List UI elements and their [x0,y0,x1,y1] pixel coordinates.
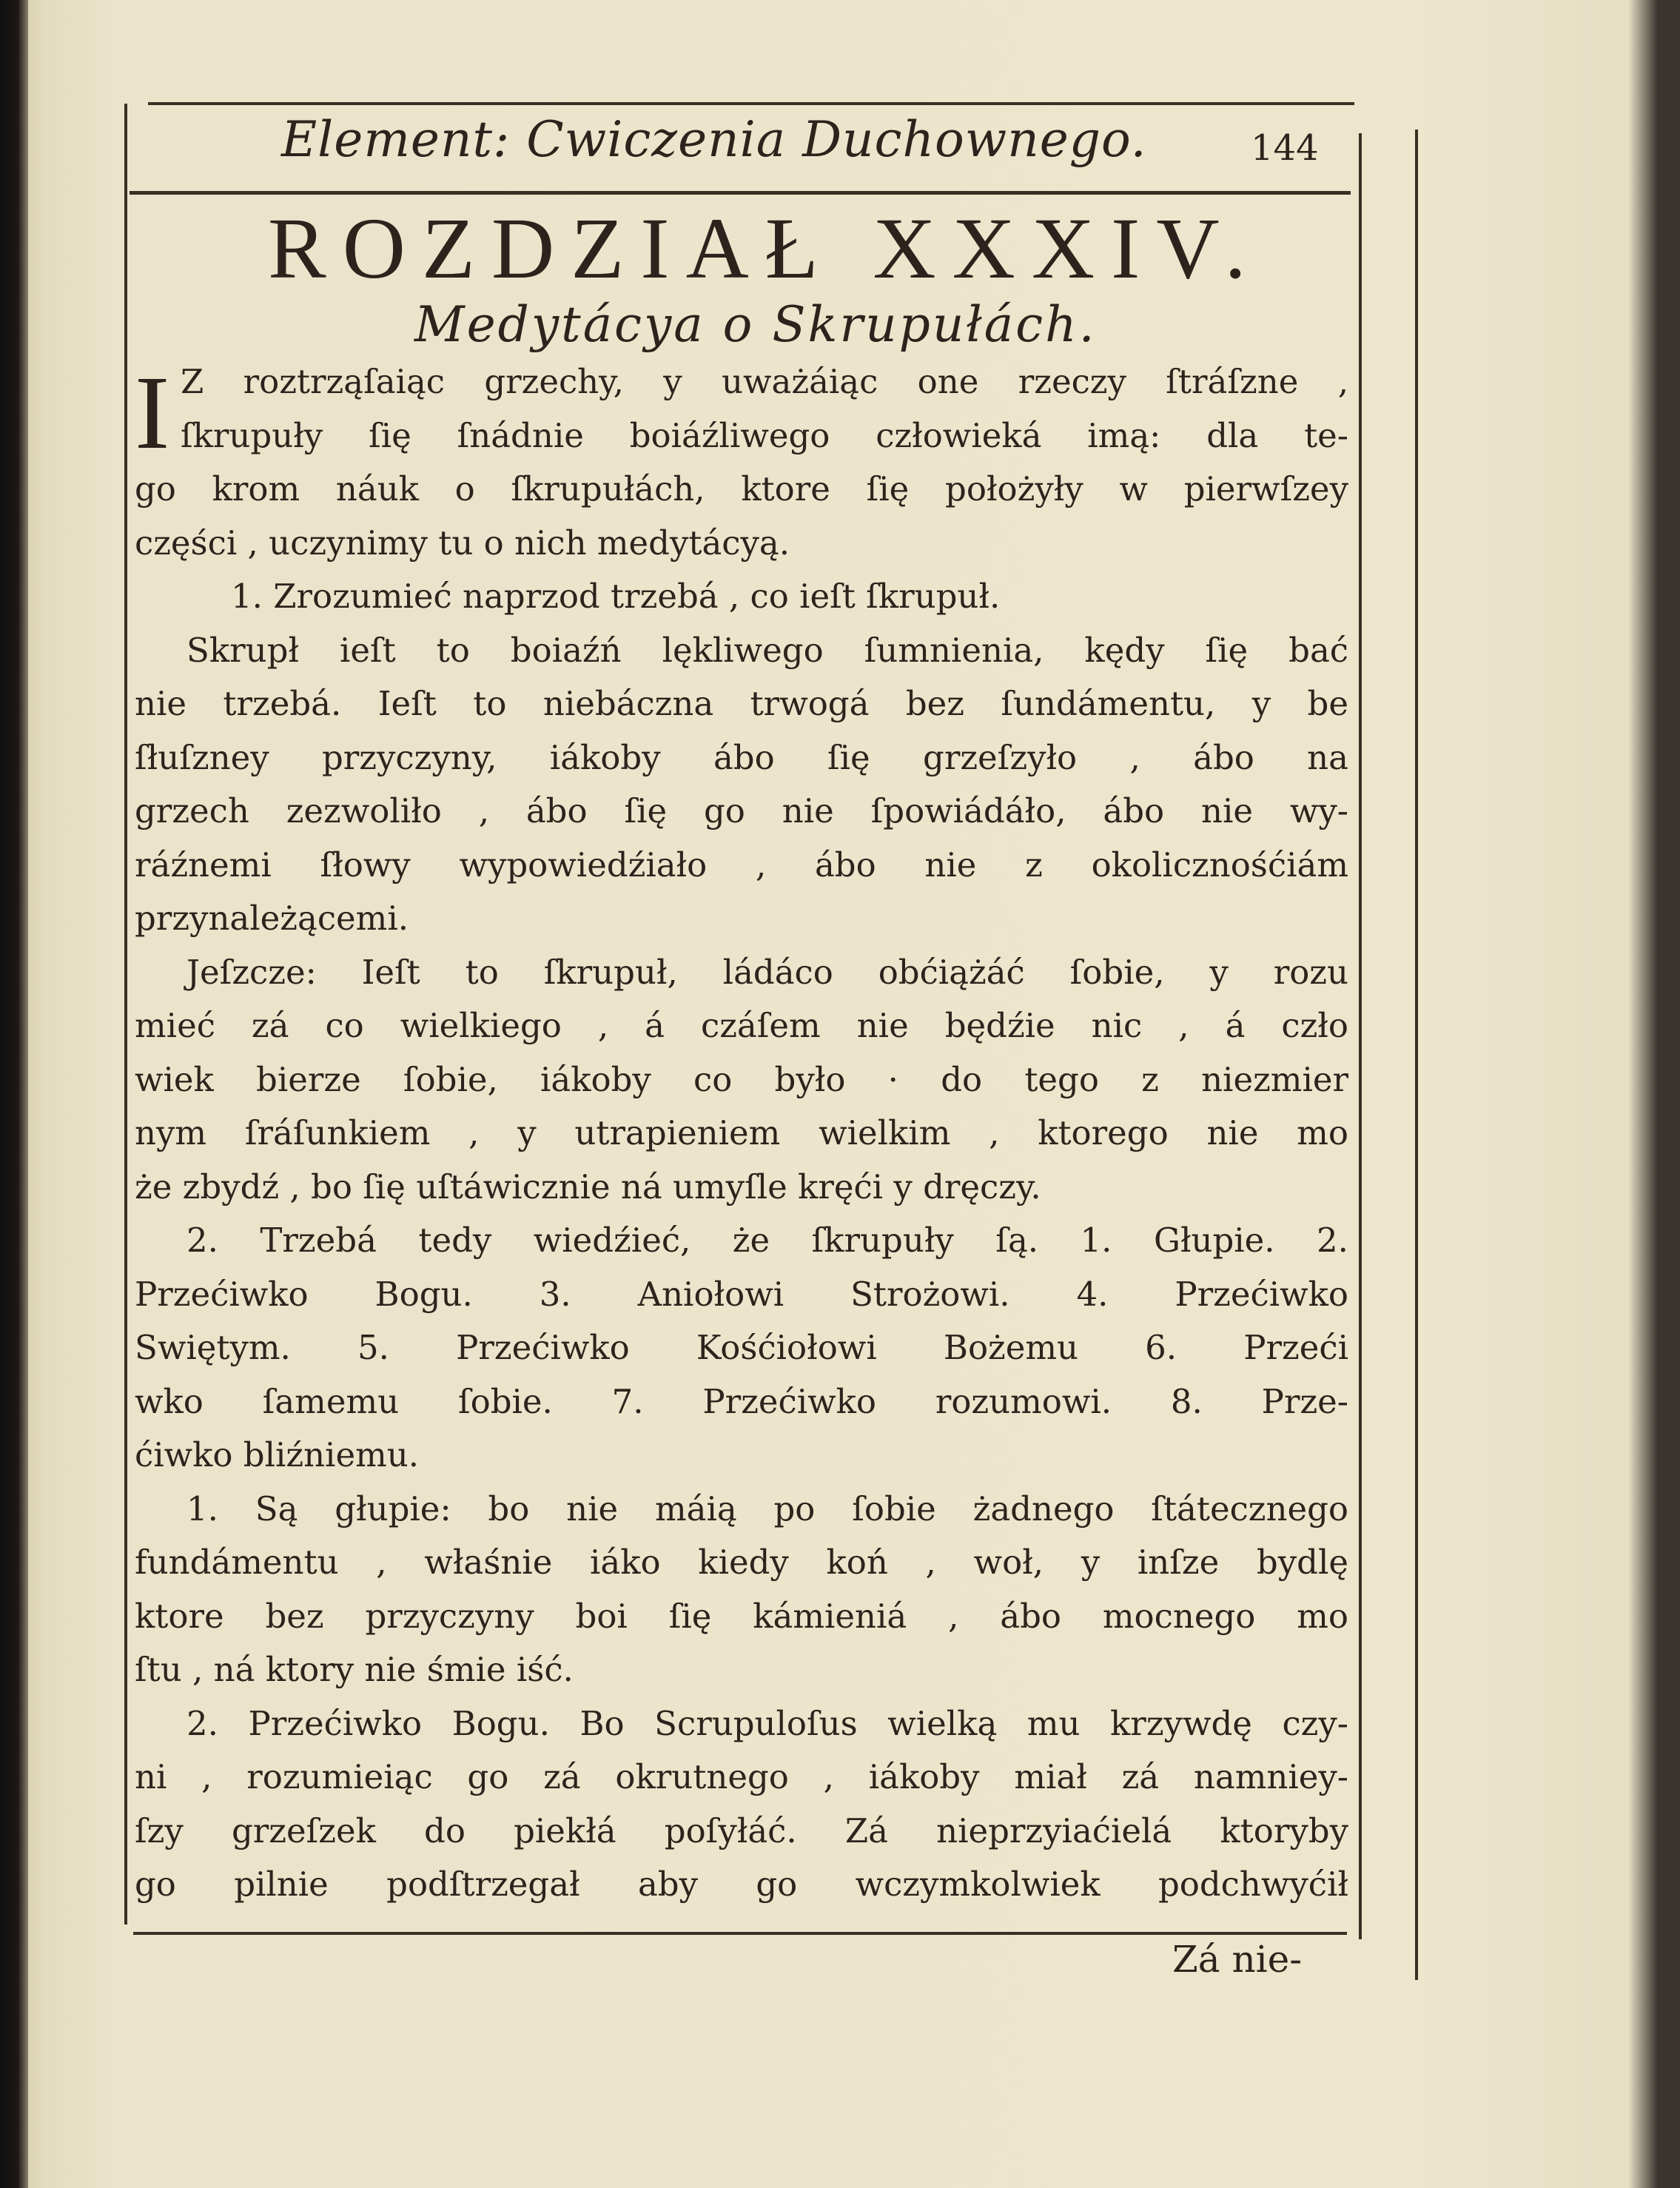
text-line: przynależącemi. [135,899,409,938]
text-line: ni , rozumieiąc go zá okrutnego , iákoby miał zá namniey- [135,1757,1348,1796]
text-line: Swiętym. 5. Przećiwko Kośćiołowi Bożemu 6. Przeći [135,1328,1348,1367]
text-line: go krom náuk o ſkrupułách, ktore ſię położyły w pierwſzey [135,469,1348,509]
drop-cap: I [135,354,170,471]
header-rule [130,191,1351,195]
text-line: wiek bierze ſobie, iákoby co było · do tego z niezmier [135,1059,1348,1099]
text-line: ktore bez przyczyny boi ſię kámieniá , ábo mocnego mo [135,1596,1348,1636]
chapter-subtitle: Medytácya o Skrupułách. [414,296,1097,353]
page-number: 144 [1251,127,1319,169]
text-line: 1. Są głupie: bo nie máią po ſobie żadnego ſtátecznego [187,1489,1348,1528]
text-line: fundámentu , właśnie iáko kiedy koń , woł, y inſze bydlę [135,1543,1348,1582]
catchword: Zá nie- [1172,1938,1303,1981]
text-line: ráźnemi ſłowy wypowiedźiało , ábo nie z okolicznośćiám [135,845,1348,885]
outer-border-line [1415,130,1418,1980]
running-title: Element: Cwiczenia Duchownego. [281,111,1147,168]
text-line: części , uczynimy tu o nich medytácyą. [135,523,790,563]
text-line: nie trzebá. Ieſt to niebáczna trwogá bez ſundámentu, y be [135,684,1348,723]
text-line: mieć zá co wielkiego , á czáſem nie będźie nic , á czło [135,1006,1348,1045]
chapter-title: ROZDZIAŁ XXXIV. [268,200,1263,297]
top-rule [148,102,1354,105]
text-line: że zbydź , bo ſię uſtáwicznie ná umyſle kręći y dręczy. [135,1167,1041,1207]
text-line: Skrupł ieſt to boiaźń lękliwego ſumnienia, kędy ſię bać [187,630,1348,670]
text-line: Przećiwko Bogu. 3. Aniołowi Strożowi. 4. Przećiwko [135,1274,1348,1314]
left-border-line [124,104,127,1924]
text-line: nym ſráſunkiem , y utrapieniem wielkim , ktorego nie mo [135,1113,1348,1152]
text-line: wko ſamemu ſobie. 7. Przećiwko rozumowi. 8. Prze- [135,1381,1348,1421]
text-line: ćiwko bliźniemu. [135,1435,420,1474]
text-line: ſłuſzney przyczyny, iákoby ábo ſię grzeſzyło , ábo na [135,737,1348,777]
text-line: 2. Przećiwko Bogu. Bo Scrupuloſus wielką mu krzywdę czy- [187,1703,1348,1743]
text-line: ſkrupuły ſię ſnádnie boiáźliwego człowieká imą: dla te- [181,415,1348,455]
bottom-rule [133,1932,1347,1935]
text-line: Jeſzcze: Ieſt to ſkrupuł, ládáco obćiążáć ſobie, y rozu [187,952,1348,992]
body-text [135,355,1348,1912]
text-line: 2. Trzebá tedy wiedźieć, że ſkrupuły ſą. 1. Głupie. 2. [187,1221,1348,1260]
text-line: ſzy grzeſzek do piekłá poſyłáć. Zá nieprzyiaćielá ktoryby [135,1811,1348,1850]
text-line: ſtu , ná ktory nie śmie iść. [135,1650,574,1689]
text-line: go pilnie podſtrzegał aby go wczymkolwiek podchwyćił [135,1865,1348,1904]
text-line: grzech zezwoliło , ábo ſię go nie ſpowiádáło, ábo nie wy- [135,791,1348,830]
right-border-line [1359,133,1362,1939]
text-line: Z roztrząſaiąc grzechy, y uważáiąc one rzeczy ſtráſzne , [181,362,1348,401]
text-line: 1. Zrozumieć naprzod trzebá , co ieſt ſkrupuł. [231,577,1001,616]
book-spine-shadow [0,0,28,2188]
